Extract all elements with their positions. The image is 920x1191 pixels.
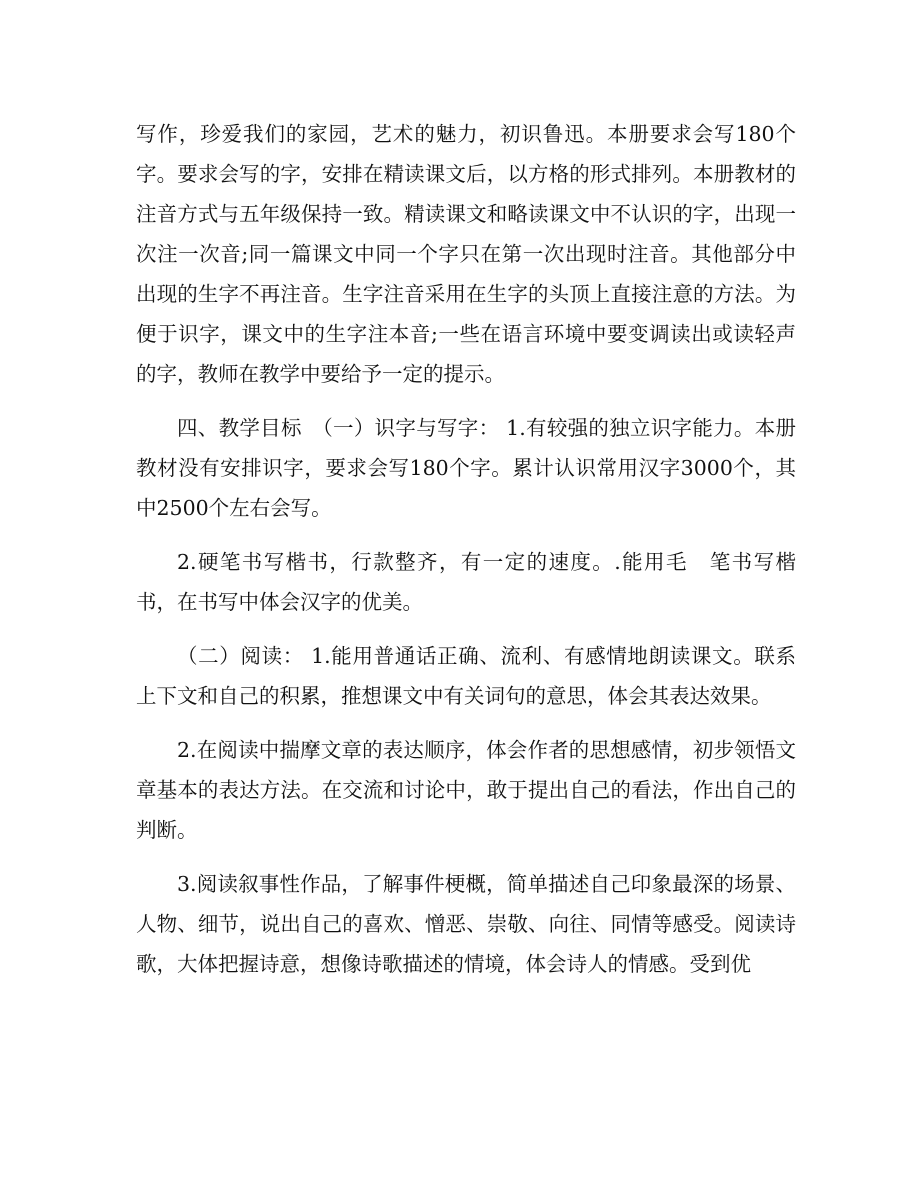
paragraph-handwriting: 2.硬笔书写楷书，行款整齐，有一定的速度。.能用毛 笔书写楷书，在书写中体会汉字的优美。 <box>136 550 796 614</box>
paragraph-reading-1: （二）阅读： 1.能用普通话正确、流利、有感情地朗读课文。联系上下文和自己的积累，推想课文中有关词句的意思，体会其表达效果。 <box>136 644 796 708</box>
paragraph-teaching-goals: 四、教学目标 （一）识字与写字： 1.有较强的独立识字能力。本册教材没有安排识字，要求会写180个字。累计认识常用汉字3000个，其中2500个左右会写。 <box>136 416 796 520</box>
paragraph-continuation: 写作，珍爱我们的家园，艺术的魅力，初识鲁迅。本册要求会写180个字。要求会写的字，安排在精读课文后，以方格的形式排列。本册教材的注音方式与五年级保持一致。精读课文和略读课文中不认识的字，出现一次注一次音;同一篇课文中同一个字只在第一次出现时注音。其他部分中出现的生字不再注音。生字注音采用在生字的头顶上直接注意的方法。为便于识字，课文中的生字注本音;一些在语言环境中要变调读出或读轻声的字，教师在教学中要给予一定的提示。 <box>136 122 796 386</box>
paragraph-reading-2: 2.在阅读中揣摩文章的表达顺序，体会作者的思想感情，初步领悟文章基本的表达方法。在交流和讨论中，敢于提出自己的看法，作出自己的判断。 <box>136 738 796 842</box>
paragraph-reading-3: 3.阅读叙事性作品，了解事件梗概，简单描述自己印象最深的场景、人物、细节，说出自己的喜欢、憎恶、崇敬、向往、同情等感受。阅读诗歌，大体把握诗意，想像诗歌描述的情境，体会诗人的情感。受到优 <box>136 872 796 976</box>
document-body <box>136 114 796 984</box>
